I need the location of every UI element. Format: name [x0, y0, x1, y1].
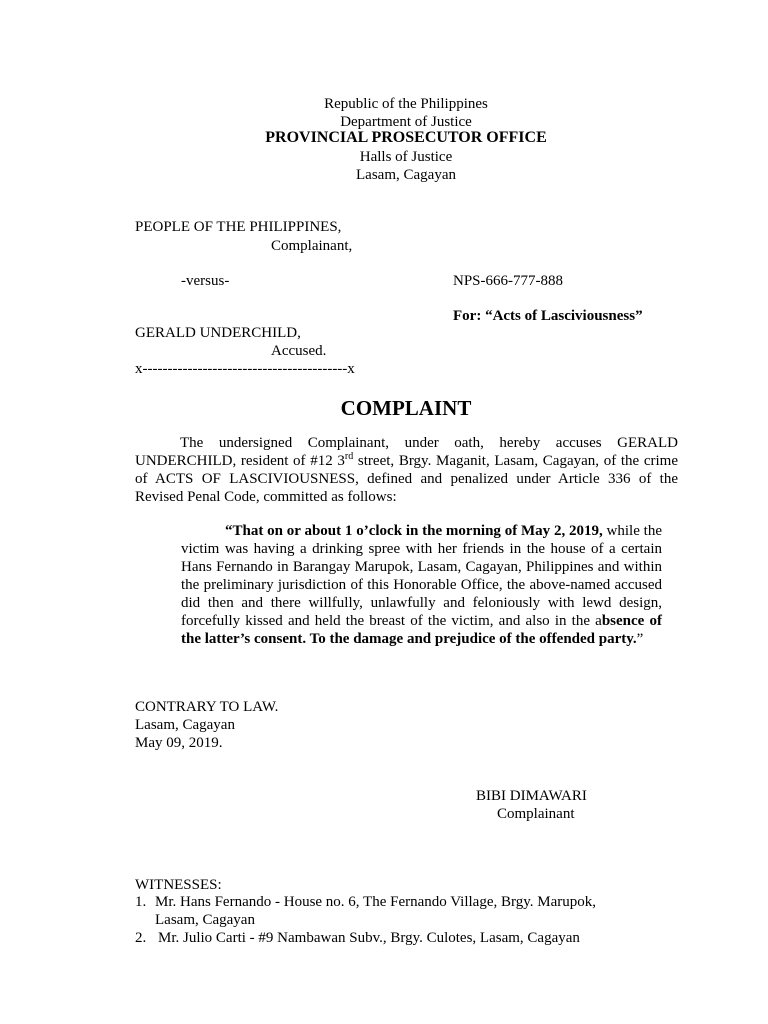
closing-place: Lasam, Cagayan [135, 717, 235, 733]
accused-role: Accused. [271, 343, 327, 359]
versus-text: -versus- [181, 273, 230, 289]
quote-bold-open: “That on or about 1 o’clock in the morning of May 2, 2019, [225, 523, 603, 539]
signatory-role: Complainant [497, 806, 575, 822]
complaint-paragraph [135, 434, 678, 506]
case-offense: For: “Acts of Lasciviousness” [453, 308, 643, 324]
paragraph-text-a: The undersigned Complainant, under oath, hereby accuses GERALD UNDERCHILD, resident of #12 3 [135, 435, 678, 469]
case-number: NPS-666-777-888 [453, 273, 564, 289]
quote-bold-close: bsence of the latter’s consent. To the damage and prejudice of the offended party. [181, 613, 662, 647]
witness-line: Mr. Julio Carti - #9 Nambawan Subv., Brgy. Culotes, Lasam, Cagayan [158, 930, 580, 946]
witnesses-heading: WITNESSES: [135, 877, 222, 893]
witness-number: 2. [135, 930, 147, 946]
header-department: Department of Justice [340, 114, 472, 130]
witness-number: 1. [135, 894, 147, 910]
header-office: PROVINCIAL PROSECUTOR OFFICE [265, 129, 547, 146]
header-republic: Republic of the Philippines [324, 96, 488, 112]
contrary-to-law: CONTRARY TO LAW. [135, 699, 279, 715]
document-title: COMPLAINT [340, 396, 472, 420]
witness-line: Lasam, Cagayan [155, 912, 255, 928]
quote-end-mark: ” [636, 631, 644, 647]
plaintiff-role: Complainant, [271, 238, 353, 254]
plaintiff-name: PEOPLE OF THE PHILIPPINES, [135, 219, 342, 235]
header-halls: Halls of Justice [359, 149, 453, 165]
caption-divider: x-----------------------------------------x [135, 361, 355, 377]
closing-date: May 09, 2019. [135, 735, 223, 751]
signatory-name: BIBI DIMAWARI [476, 788, 587, 804]
paragraph-text-b: street, Brgy. Maganit, Lasam, Cagayan, of the crime of ACTS OF LASCIVIOUSNESS, defined and penalized under Article 336 of the Revised Penal Code, committed as follows: [135, 453, 678, 505]
quote-text: while the victim was having a drinking spree with her friends in the house of a certain Hans Fernando in Barangay Marupok, Lasam, Cagayan, Philippines and within the preliminary jurisdiction of this Honorable Office, the above-named accused did then and there willfully, unlawfully and feloniously with lewd design, forcefully kissed and held the breast of the victim, and also in the a [181, 523, 663, 629]
paragraph-superscript: rd [344, 451, 354, 462]
accused-name: GERALD UNDERCHILD, [135, 325, 301, 341]
witness-line: Mr. Hans Fernando - House no. 6, The Fernando Village, Brgy. Marupok, [155, 894, 596, 910]
header-location: Lasam, Cagayan [356, 167, 456, 183]
charge-quote [181, 522, 662, 648]
